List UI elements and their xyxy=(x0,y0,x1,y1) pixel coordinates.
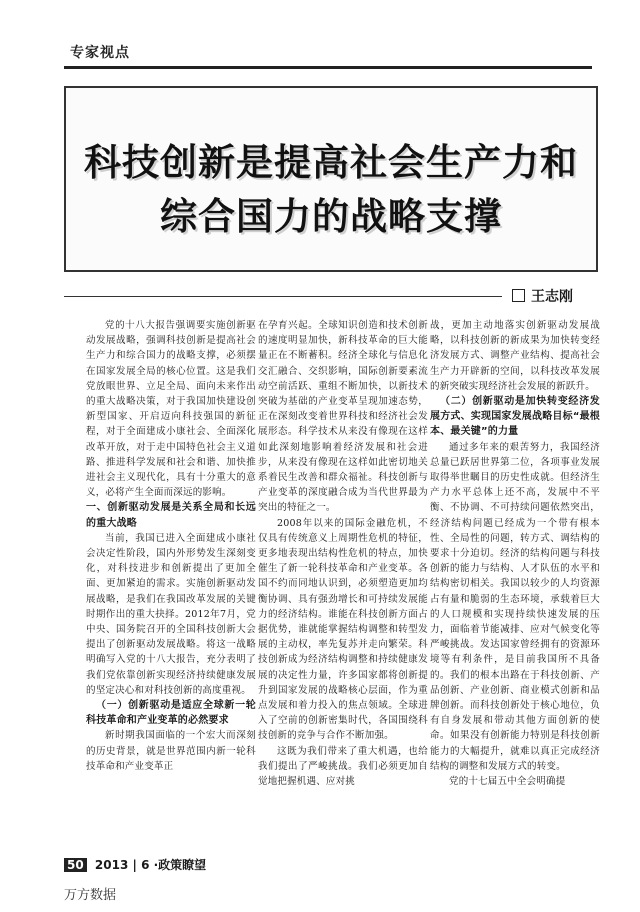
author-name: 王志刚 xyxy=(531,289,573,305)
footer-issue: 6 xyxy=(141,858,150,872)
column-3 xyxy=(430,318,600,848)
body-paragraph: 党的十八大报告强调要实施创新驱动发展战略，强调科技创新是提高社会生产力和综合国力的战略支撑，必须摆在国家发展全局的核心位置。这是我们党放眼世界、立足全局、面向未来作出的重大战略决策，对于我国加快建设创新型国家、开启迈向科技强国的新征程，对于全面建成小康社会、全面深化改革开放，对于走中国特色社会主义道路、推进科学发展和社会和谐、加快推进社会主义现代化，具有十分重大的意义，必将产生全面而深远的影响。 xyxy=(86,320,256,499)
body-paragraph: 2008年以来的国际金融危机，不仅具有传统意义上周期性危机的特征，更多地表现出结构性危机的特点，加快催生了新一轮科技革命和产业变革。各国不约而同地认识到，必须塑造更加均衡协调、具有强劲增长和可持续发展能力的经济结构。谁能在科技创新方面占据优势，谁就能掌握结构调整和转型发展的主动权，率先复苏并走向繁荣。科技创新成为经济结构调整和持续健康发展的决定性力量，许多国家都将创新提升到国家发展的战略核心层面，作为重点发展和着力投入的焦点领域。全球进入了空前的创新密集时代，各国围绕科技创新的竞争与合作不断加强。 xyxy=(258,517,428,742)
title-box xyxy=(64,86,598,272)
article-title-line-1: 科技创新是提高社会生产力和 xyxy=(84,141,578,184)
square-icon xyxy=(512,289,525,302)
header-rule xyxy=(64,66,592,69)
watermark: 万方数据 xyxy=(64,888,117,903)
author-rule xyxy=(64,296,502,297)
body-paragraph: 战，更加主动地落实创新驱动发展战略，以科技创新的新成果为加快转变经济发展方式、调整产业结构、提高社会生产力开辟新的空间，以科技改革发展的新突破实现经济社会发展的新跃升。 xyxy=(430,320,600,392)
section-label: 专家视点 xyxy=(70,45,130,61)
body-paragraph: 当前，我国已进入全面建成小康社会决定性阶段，国内外形势发生深刻变化，对科技进步和创新提出了更加全面、更加紧迫的需求。实施创新驱动发展战略，是我们在我国改革发展的关键时期作出的重大抉择。2012年7月，党中央、国务院召开的全国科技创新大会提出了创新驱动发展战略。将这一战略明确写入党的十八大报告，充分表明了我们党依靠创新实现经济持续健康发展的坚定决心和对科技创新的高度重视。 xyxy=(86,532,256,696)
body-paragraph: 在孕育兴起。全球知识创造和技术创新的速度明显加快，新科技革命的巨大能量正在不断蓄积。经济全球化与信息化交汇融合、交织影响，国际创新要素流动空前活跃、重组不断加快，以新技术突破为基础的产业变革呈现加速态势，正在深刻改变着世界科技和经济社会发展形态。科学技术从来没有像现在这样如此深刻地影响着经济发展和社会进步，从来没有像现在这样如此密切地关系着民生改善和群众福祉。科技创新与产业变革的深度融合成为当代世界最为突出的特征之一。 xyxy=(258,320,428,514)
body-paragraph: 党的十七届五中全会明确提 xyxy=(449,776,566,788)
column-1 xyxy=(86,318,256,848)
footer-journal: ·政策瞭望 xyxy=(153,858,207,872)
author-byline xyxy=(512,286,573,306)
body-paragraph: 通过多年来的艰苦努力，我国经济总量已跃居世界第二位，各项事业发展取得举世瞩目的历史性成就。但经济生产力水平总体上还不高，发展中不平衡、不协调、不可持续问题依然突出，经济结构问题已经成为一个带有根本性、全局性的问题，转方式、调结构的要求十分迫切。经济的结构问题与科技创新的能力与结构、人才队伍的水平和结构密切相关。我国以较少的人均资源占有量和脆弱的生态环境，承载着巨大的人口规模和实现持续快速发展的压力，面临着节能减排、应对气候变化等严峻挑战。发达国家曾经拥有的资源环境等有利条件，是目前我国所不具备的。我们的根本出路在于科技创新、产品创新、产业创新、商业模式创新和品牌创新。而科技创新处于核心地位，负有自身发展和带动其他方面创新的使命。如果没有创新能力特别是科技创新能力的大幅提升，就难以真正完成经济结构的调整和发展方式的转变。 xyxy=(430,441,600,772)
section-heading: 一、创新驱动发展是关系全局和长远的重大战略 xyxy=(86,502,256,529)
body-paragraph: 这既为我们带来了重大机遇，也给我们提出了严峻挑战。我们必须更加自觉地把握机遇、应对挑 xyxy=(258,745,428,788)
subsection-heading: （二）创新驱动是加快转变经济发展方式、实现国家发展战略目标“最根本、最关键”的力量 xyxy=(430,396,600,438)
column-2 xyxy=(258,318,428,848)
body-paragraph: 新时期我国面临的一个宏大而深刻的历史背景，就是世界范围内新一轮科技革命和产业变革正 xyxy=(86,730,256,772)
footer-separator: | xyxy=(132,858,137,872)
subsection-heading: （一）创新驱动是适应全球新一轮科技革命和产业变革的必然要求 xyxy=(86,700,256,727)
article-title-line-2: 综合国力的战略支撑 xyxy=(160,195,502,238)
footer-year: 2013 xyxy=(94,858,129,872)
page-footer xyxy=(64,856,206,873)
page-number: 50 xyxy=(64,858,87,872)
